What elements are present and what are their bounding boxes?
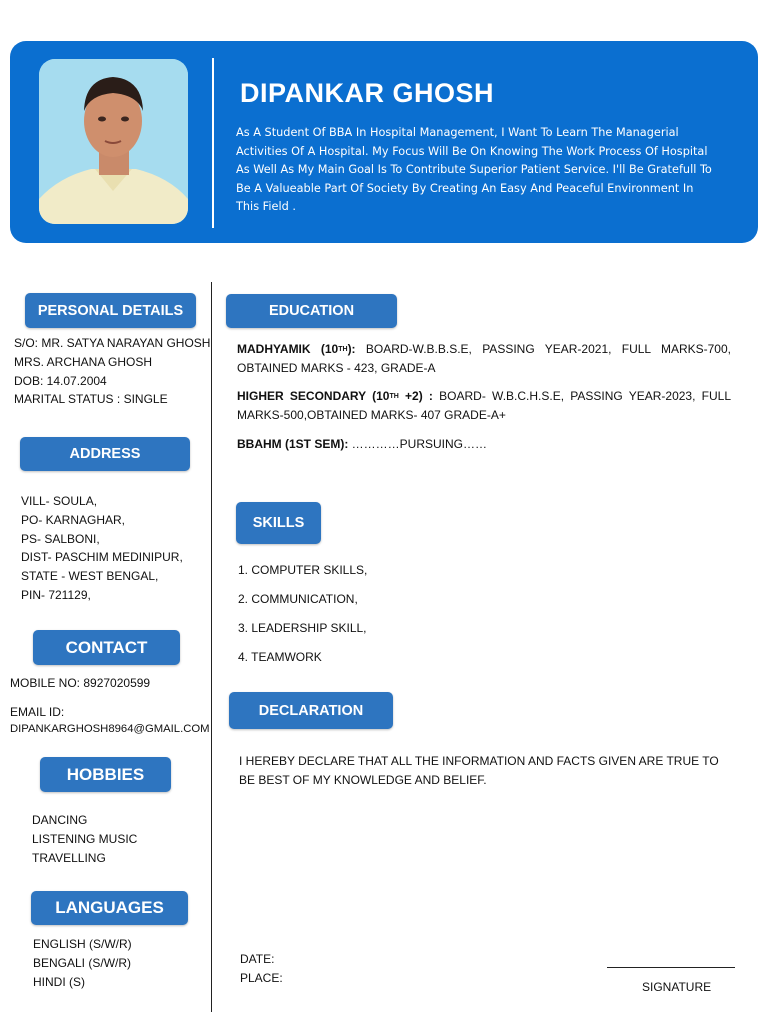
address-line: PIN- 721129, — [21, 587, 91, 602]
candidate-name: DIPANKAR GHOSH — [240, 78, 495, 108]
bbahm-details: …………PURSUING…… — [348, 437, 488, 451]
education-higher-secondary — [237, 387, 731, 425]
skill-item: 1. COMPUTER SKILLS, — [238, 563, 368, 577]
education-madhyamik — [237, 340, 731, 378]
hobby-item: DANCING — [32, 813, 88, 827]
personal-line: MARITAL STATUS : SINGLE — [14, 392, 168, 407]
date-label: DATE: — [240, 952, 275, 966]
hobbies-list — [32, 811, 137, 867]
personal-line: S/O: MR. SATYA NARAYAN GHOSH — [14, 336, 211, 350]
personal-details-list — [14, 334, 210, 409]
signature-label: SIGNATURE — [642, 980, 712, 994]
madhyamik-label: MADHYAMIK (10 — [237, 342, 339, 356]
career-objective: As A Student Of BBA In Hospital Management, I Want To Learn The Managerial Activities Of A Hospital. My Focus Will Be On Knowing The Work Process Of Hospital As Well As My Main Goal Is To Contribute Superior Patient Service. I'll Be Gratefull To Be A Valueable Part Of Society By Creating An Easy And Peaceful Environment In This Field . — [236, 126, 712, 214]
skills-list — [238, 556, 367, 672]
contact-email: DIPANKARGHOSH8964@GMAIL.COM — [10, 723, 210, 735]
hobbies-heading: HOBBIES — [40, 757, 171, 792]
address-list — [21, 492, 183, 605]
contact-email-label: EMAIL ID: — [10, 705, 65, 719]
hs-sup: TH — [389, 393, 399, 400]
language-item: HINDI (S) — [33, 974, 85, 989]
skill-item: 3. LEADERSHIP SKILL, — [238, 621, 367, 635]
personal-details-heading: PERSONAL DETAILS — [25, 293, 196, 328]
skill-item: 4. TEAMWORK — [238, 650, 322, 664]
language-item: ENGLISH (S/W/R) — [33, 937, 132, 951]
skills-heading: SKILLS — [236, 502, 321, 544]
skill-item: 2. COMMUNICATION, — [238, 592, 358, 606]
address-line: VILL- SOULA, — [21, 494, 98, 508]
hs-details: BOARD- W.B.C.H.S.E, PASSING YEAR-2023, FULL MARKS-500,OBTAINED MARKS- 407 GRADE-A+ — [237, 389, 732, 422]
education-heading: EDUCATION — [226, 294, 397, 328]
contact-mobile: MOBILE NO: 8927020599 — [10, 676, 151, 690]
address-line: PO- KARNAGHAR, — [21, 512, 126, 527]
profile-photo — [39, 59, 188, 224]
madhyamik-sup: TH — [338, 346, 348, 353]
language-item: BENGALI (S/W/R) — [33, 955, 132, 970]
signature-line — [607, 967, 735, 968]
education-bbahm — [237, 435, 731, 454]
declaration-text: I HEREBY DECLARE THAT ALL THE INFORMATION AND FACTS GIVEN ARE TRUE TO BE BEST OF MY KNOWLEDGE AND BELIEF. — [239, 754, 719, 787]
header-divider — [212, 58, 214, 228]
madhyamik-label-end: ): — [347, 342, 356, 356]
contact-heading: CONTACT — [33, 630, 180, 665]
languages-list — [33, 935, 132, 991]
column-divider — [211, 282, 212, 1012]
bbahm-label: BBAHM (1ST SEM): — [237, 437, 349, 451]
declaration-heading: DECLARATION — [229, 692, 393, 729]
address-line: DIST- PASCHIM MEDINIPUR, — [21, 550, 183, 565]
hs-label: HIGHER SECONDARY (10 — [237, 389, 390, 403]
hs-label-end: +2) : — [398, 389, 433, 403]
madhyamik-details: BOARD-W.B.B.S.E, PASSING YEAR-2021, FULL MARKS-700, OBTAINED MARKS - 423, GRADE-A — [237, 342, 731, 375]
hobby-item: TRAVELLING — [32, 850, 106, 865]
languages-heading: LANGUAGES — [31, 891, 188, 925]
address-line: STATE - WEST BENGAL, — [21, 569, 159, 584]
address-heading: ADDRESS — [20, 437, 190, 471]
hobby-item: LISTENING MUSIC — [32, 831, 138, 846]
place-label: PLACE: — [240, 971, 283, 985]
address-line: PS- SALBONI, — [21, 531, 100, 546]
personal-line: DOB: 14.07.2004 — [14, 373, 107, 388]
personal-line: MRS. ARCHANA GHOSH — [14, 354, 153, 369]
